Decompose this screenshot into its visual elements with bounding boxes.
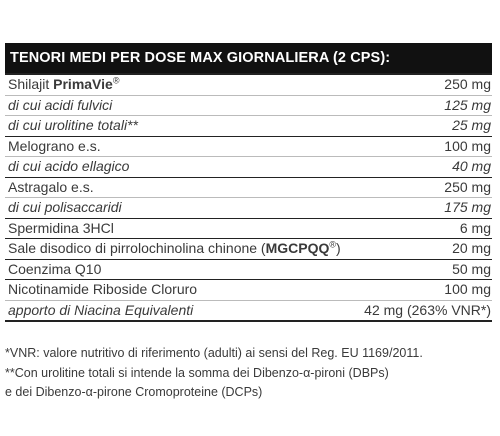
ingredient-name: di cui urolitine totali** [8,117,138,133]
footnotes [5,344,492,403]
ingredient-amount: 20 mg [452,240,491,256]
table-row [5,75,492,95]
ingredient-name: Sale disodico di pirrolochinolina chinone (MGCPQQ®) [8,239,341,256]
group-melograno [5,136,492,177]
table-row [5,178,492,198]
ingredient-name: apporto di Niacina Equivalenti [8,301,194,318]
footnote-vnr: *VNR: valore nutritivo di riferimento (adulti) ai sensi del Reg. EU 1169/2011. [5,346,423,360]
registered-mark: ® [329,239,337,250]
ingredient-amount: 42 mg (263% VNR*) [364,301,491,318]
group-shilajit [5,73,492,136]
ingredient-name: Shilajit PrimaVie® [8,75,120,92]
ingredient-amount: 250 mg [444,76,491,92]
group-pqq [5,238,492,259]
ingredient-amount: 250 mg [444,178,491,195]
ingredient-name: di cui acidi fulvici [8,96,113,113]
footnote-urolitine: **Con urolitine totali si intende la somma dei Dibenzo-α-pironi (DBPs) [5,365,389,380]
table-row [5,280,492,300]
group-coenzima [5,259,492,280]
table-row [5,95,492,116]
table-row [5,219,492,239]
ingredient-amount: 175 mg [444,199,491,215]
table-row [5,137,492,157]
ingredient-amount: 25 mg [452,117,491,133]
ingredient-amount: 100 mg [444,137,491,154]
ingredient-name: di cui acido ellagico [8,158,130,174]
ingredient-name: Astragalo e.s. [8,178,94,195]
nutrition-table [5,43,492,322]
ingredient-name: Nicotinamide Riboside Cloruro [8,281,198,297]
table-row [5,115,492,136]
brand-name: MGCPQQ [265,240,330,256]
ingredient-amount: 125 mg [444,96,491,113]
ingredient-amount: 6 mg [459,219,491,236]
table-header: TENORI MEDI PER DOSE MAX GIORNALIERA (2 CPS): [5,43,492,73]
table-row [5,300,492,321]
table-row [5,239,492,259]
group-astragalo [5,177,492,218]
ingredient-amount: 40 mg [452,158,491,174]
ingredient-amount: 100 mg [444,281,491,297]
ingredient-amount: 50 mg [452,260,491,277]
group-spermidina [5,218,492,239]
registered-mark: ® [112,75,120,86]
table-body [5,73,492,322]
brand-name: PrimaVie [53,76,113,92]
footnote-urolitine-cont: e dei Dibenzo-α-pirone Cromoproteine (DCPs) [5,385,263,399]
table-row [5,156,492,177]
group-nicotinamide [5,279,492,320]
ingredient-name: Spermidina 3HCl [8,219,114,236]
table-row [5,197,492,218]
ingredient-name: di cui polisaccaridi [8,199,122,215]
ingredient-name: Melograno e.s. [8,137,101,154]
table-row [5,260,492,280]
ingredient-name: Coenzima Q10 [8,260,102,277]
